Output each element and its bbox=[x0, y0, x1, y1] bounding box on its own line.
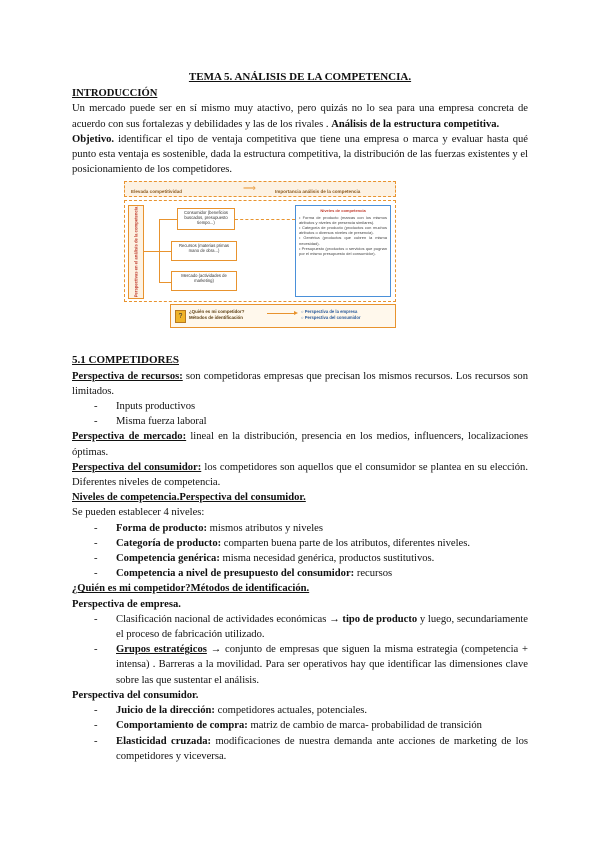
consumidor-list bbox=[72, 703, 528, 764]
section-heading-competidores: 5.1 COMPETIDORES bbox=[72, 354, 179, 367]
consumidor-paragraph: Perspectiva del consumidor: los competidores son aquellos que el consumidor se plantea en su elección. Diferentes niveles de competencia. bbox=[72, 461, 528, 489]
niveles-heading: Niveles de competencia.Perspectiva del consumidor. bbox=[72, 492, 306, 504]
list-item: - Competencia a nivel de presupuesto del consumidor: recursos bbox=[94, 566, 528, 581]
list-item: - Categoría de producto: comparten buena parte de los atributos, diferentes niveles. bbox=[94, 536, 528, 551]
list-item: - Grupos estratégicos → conjunto de empresas que siguen la misma estrategia (competencia + intensa) . Barreras a la movilidad. Para ser operativos hay que identificar las dimensiones clave sobre las que sustentar el análisis. bbox=[94, 642, 528, 688]
recursos-paragraph: Perspectiva de recursos: son competidoras empresas que precisan los mismos recursos. Los recursos son limitados. bbox=[72, 370, 529, 397]
arrow-right-icon: ⟹ bbox=[243, 183, 256, 194]
niveles-list bbox=[72, 521, 528, 582]
document-page bbox=[72, 70, 528, 764]
diagram-vertical-label: Perspectivas en el análisis de la competencia bbox=[128, 205, 144, 299]
empresa-list bbox=[72, 612, 528, 688]
list-item: - Elasticidad cruzada: modificaciones de nuestra demanda ante acciones de marketing de los competidores y viceversa. bbox=[94, 734, 528, 764]
list-item: - Competencia genérica: misma necesidad genérica, productos sustitutivos. bbox=[94, 551, 528, 566]
intro-paragraph: Un mercado puede ser en sí mismo muy atactivo, pero quizás no lo sea para una empresa concreta de acuerdo con sus fortalezas y debilidades y las de los rivales . Análisis de la estructura competitiva. bbox=[72, 103, 528, 130]
arrow-icon bbox=[267, 313, 295, 314]
intro-heading: INTRODUCCIÓN bbox=[72, 88, 158, 100]
market-box: Mercado (actividades de marketing) bbox=[171, 271, 237, 291]
diagram-top-band: Elevada competitividad ⟹ Importancia análisis de la competencia bbox=[124, 181, 396, 197]
consumer-box: Consumidor (beneficios buscados, presupuesto tiempo...) bbox=[177, 208, 235, 230]
diagram-main-frame bbox=[124, 200, 396, 302]
objective-paragraph: Objetivo. identificar el tipo de ventaja competitiva que tiene una empresa o marca y evaluar hasta qué punto esta ventaja es sostenible, dada la estructura competitiva, la distribución de las fuerzas existentes y el posicionamiento de los competidores. bbox=[72, 133, 528, 176]
list-item: - Inputs productivos bbox=[94, 399, 528, 414]
quien-heading: ¿Quién es mi competidor?Métodos de identificación. bbox=[72, 583, 310, 595]
mercado-paragraph: Perspectiva de mercado: lineal en la distribución, presencia en los medios, influencers, localizaciones óptimas. bbox=[72, 431, 528, 458]
consumidor-heading: Perspectiva del consumidor. bbox=[72, 689, 199, 701]
empresa-heading: Perspectiva de empresa. bbox=[72, 598, 181, 610]
competition-diagram bbox=[124, 181, 396, 339]
diagram-identification-band: ? ¿Quién es mi competidor? Métodos de identificación ○ Perspectiva de la empresa ○ Perspectiva del consumidor bbox=[170, 304, 396, 328]
list-item: - Misma fuerza laboral bbox=[94, 414, 528, 429]
list-item: - Comportamiento de compra: matriz de cambio de marca- probabilidad de transición bbox=[94, 718, 528, 733]
list-item: - Juicio de la dirección: competidores actuales, potenciales. bbox=[94, 703, 528, 718]
recursos-list bbox=[72, 399, 528, 429]
question-icon: ? bbox=[175, 310, 186, 323]
levels-box: Niveles de competencia • Forma de producto (marcas con los mismos atributos y niveles de presencia similares). • Categoría de producto (productos con muchos atributos o diversos niveles de presencia). • Genérica (productos que cubren la misma necesidad). • Presupuesto (productos o servicios que pugnan por el mismo presupuesto del consumidor). bbox=[295, 205, 391, 297]
list-item: - Forma de producto: mismos atributos y niveles bbox=[94, 521, 528, 536]
niveles-intro: Se pueden establecer 4 niveles: bbox=[72, 507, 205, 519]
list-item: - Clasificación nacional de actividades económicas → tipo de producto y luego, secundariamente el proceso de fabricación utilizado. bbox=[94, 612, 528, 642]
document-title: TEMA 5. ANÁLISIS DE LA COMPETENCIA. bbox=[188, 71, 412, 83]
resources-box: Recursos (materias primas mano de obra...) bbox=[171, 241, 237, 261]
